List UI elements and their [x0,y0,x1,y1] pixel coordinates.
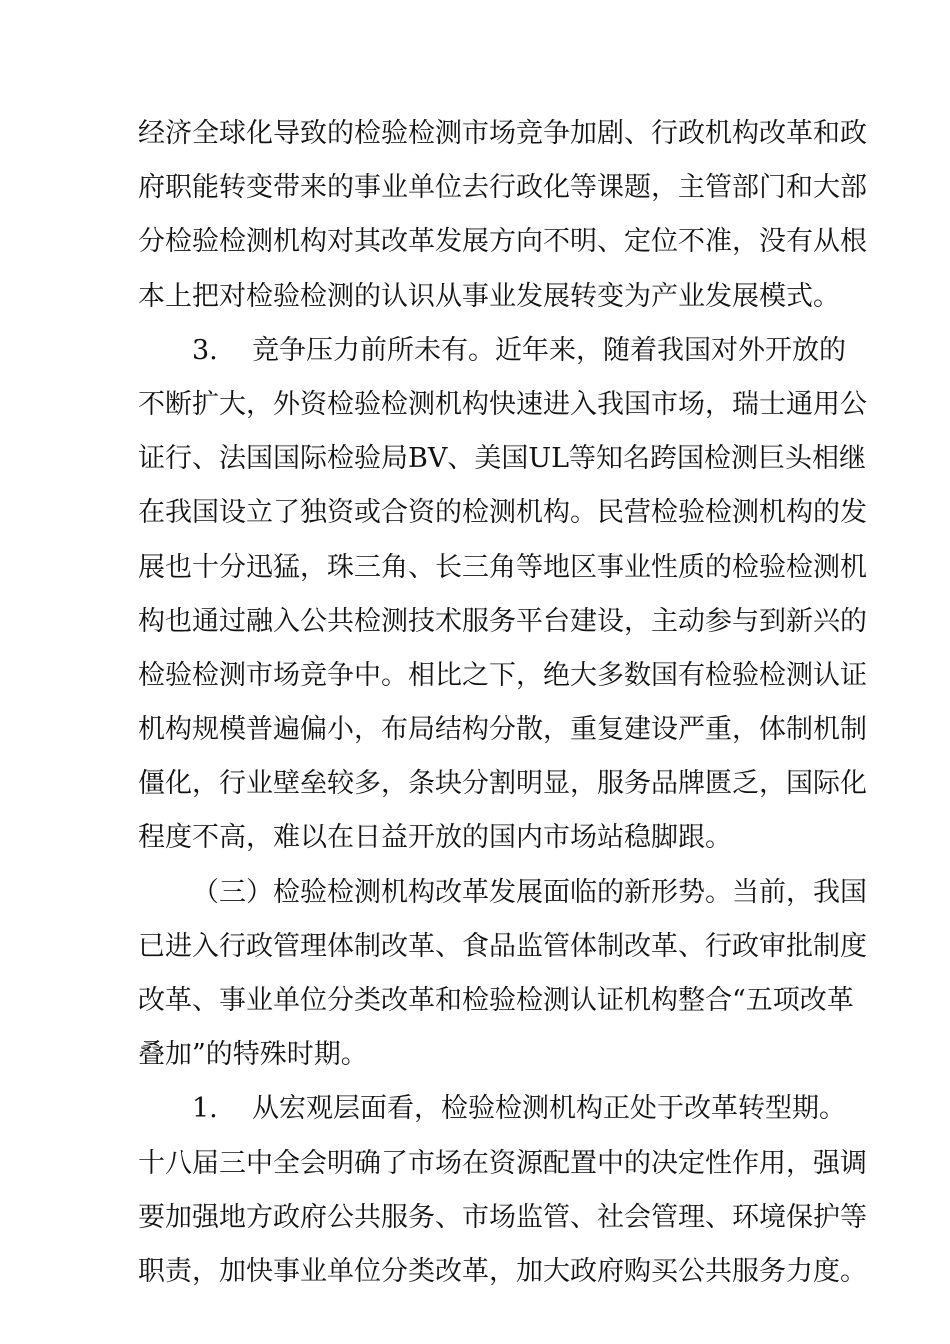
text-line: 机构规模普遍偏小，布局结构分散，重复建设严重，体制机制 [138,714,867,746]
text-line: 僵化，行业壁垒较多，条块分割明显，服务品牌匮乏，国际化 [138,768,867,800]
text-line: 已进入行政管理体制改革、食品监管体制改革、行政审批制度 [138,930,867,962]
paragraph-text: 竞争压力前所未有。近年来，随着我国对外开放的 [252,334,846,366]
text-line: 分检验检测机构对其改革发展方向不明、定位不准，没有从根 [138,226,867,258]
text-line: 检验检测市场竞争中。相比之下，绝大多数国有检验检测认证 [138,659,867,691]
text-line: 府职能转变带来的事业单位去行政化等课题，主管部门和大部 [138,172,867,204]
text-line: 本上把对检验检测的认识从事业发展转变为产业发展模式。 [138,280,840,312]
text-line: 叠加”的特殊时期。 [138,1039,368,1071]
section-heading-line: （三）检验检测机构改革发展面临的新形势。当前，我国 [192,876,867,908]
text-line: 证行、法国国际检验局BV、美国UL等知名跨国检测巨头相继 [138,443,867,475]
text-line: 构也通过融入公共检测技术服务平台建设，主动参与到新兴的 [138,605,867,637]
text-line: 展也十分迅猛，珠三角、长三角等地区事业性质的检验检测机 [138,551,867,583]
paragraph-text: 从宏观层面看，检验检测机构正处于改革转型期。 [252,1093,846,1125]
text-line: 要加强地方政府公共服务、市场监管、社会管理、环境保护等 [138,1201,867,1233]
text-line: 改革、事业单位分类改革和检验检测认证机构整合“五项改革 [138,985,854,1016]
item-number: 3. [192,334,218,366]
text-line: 职责，加快事业单位分类改革，加大政府购买公共服务力度。 [138,1255,867,1287]
text-line: 经济全球化导致的检验检测市场竞争加剧、行政机构改革和政 [138,118,867,149]
body-text [138,107,867,1299]
text-line: 程度不高，难以在日益开放的国内市场站稳脚跟。 [138,822,732,854]
item-number: 1. [192,1093,218,1125]
text-line: 十八届三中全会明确了市场在资源配置中的决定性作用，强调 [138,1147,867,1179]
numbered-paragraph-line [138,324,846,378]
text-line: 在我国设立了独资或合资的检测机构。民营检验检测机构的发 [138,497,867,529]
text-line: 不断扩大，外资检验检测机构快速进入我国市场，瑞士通用公 [138,388,867,420]
numbered-paragraph-line [138,1082,846,1136]
